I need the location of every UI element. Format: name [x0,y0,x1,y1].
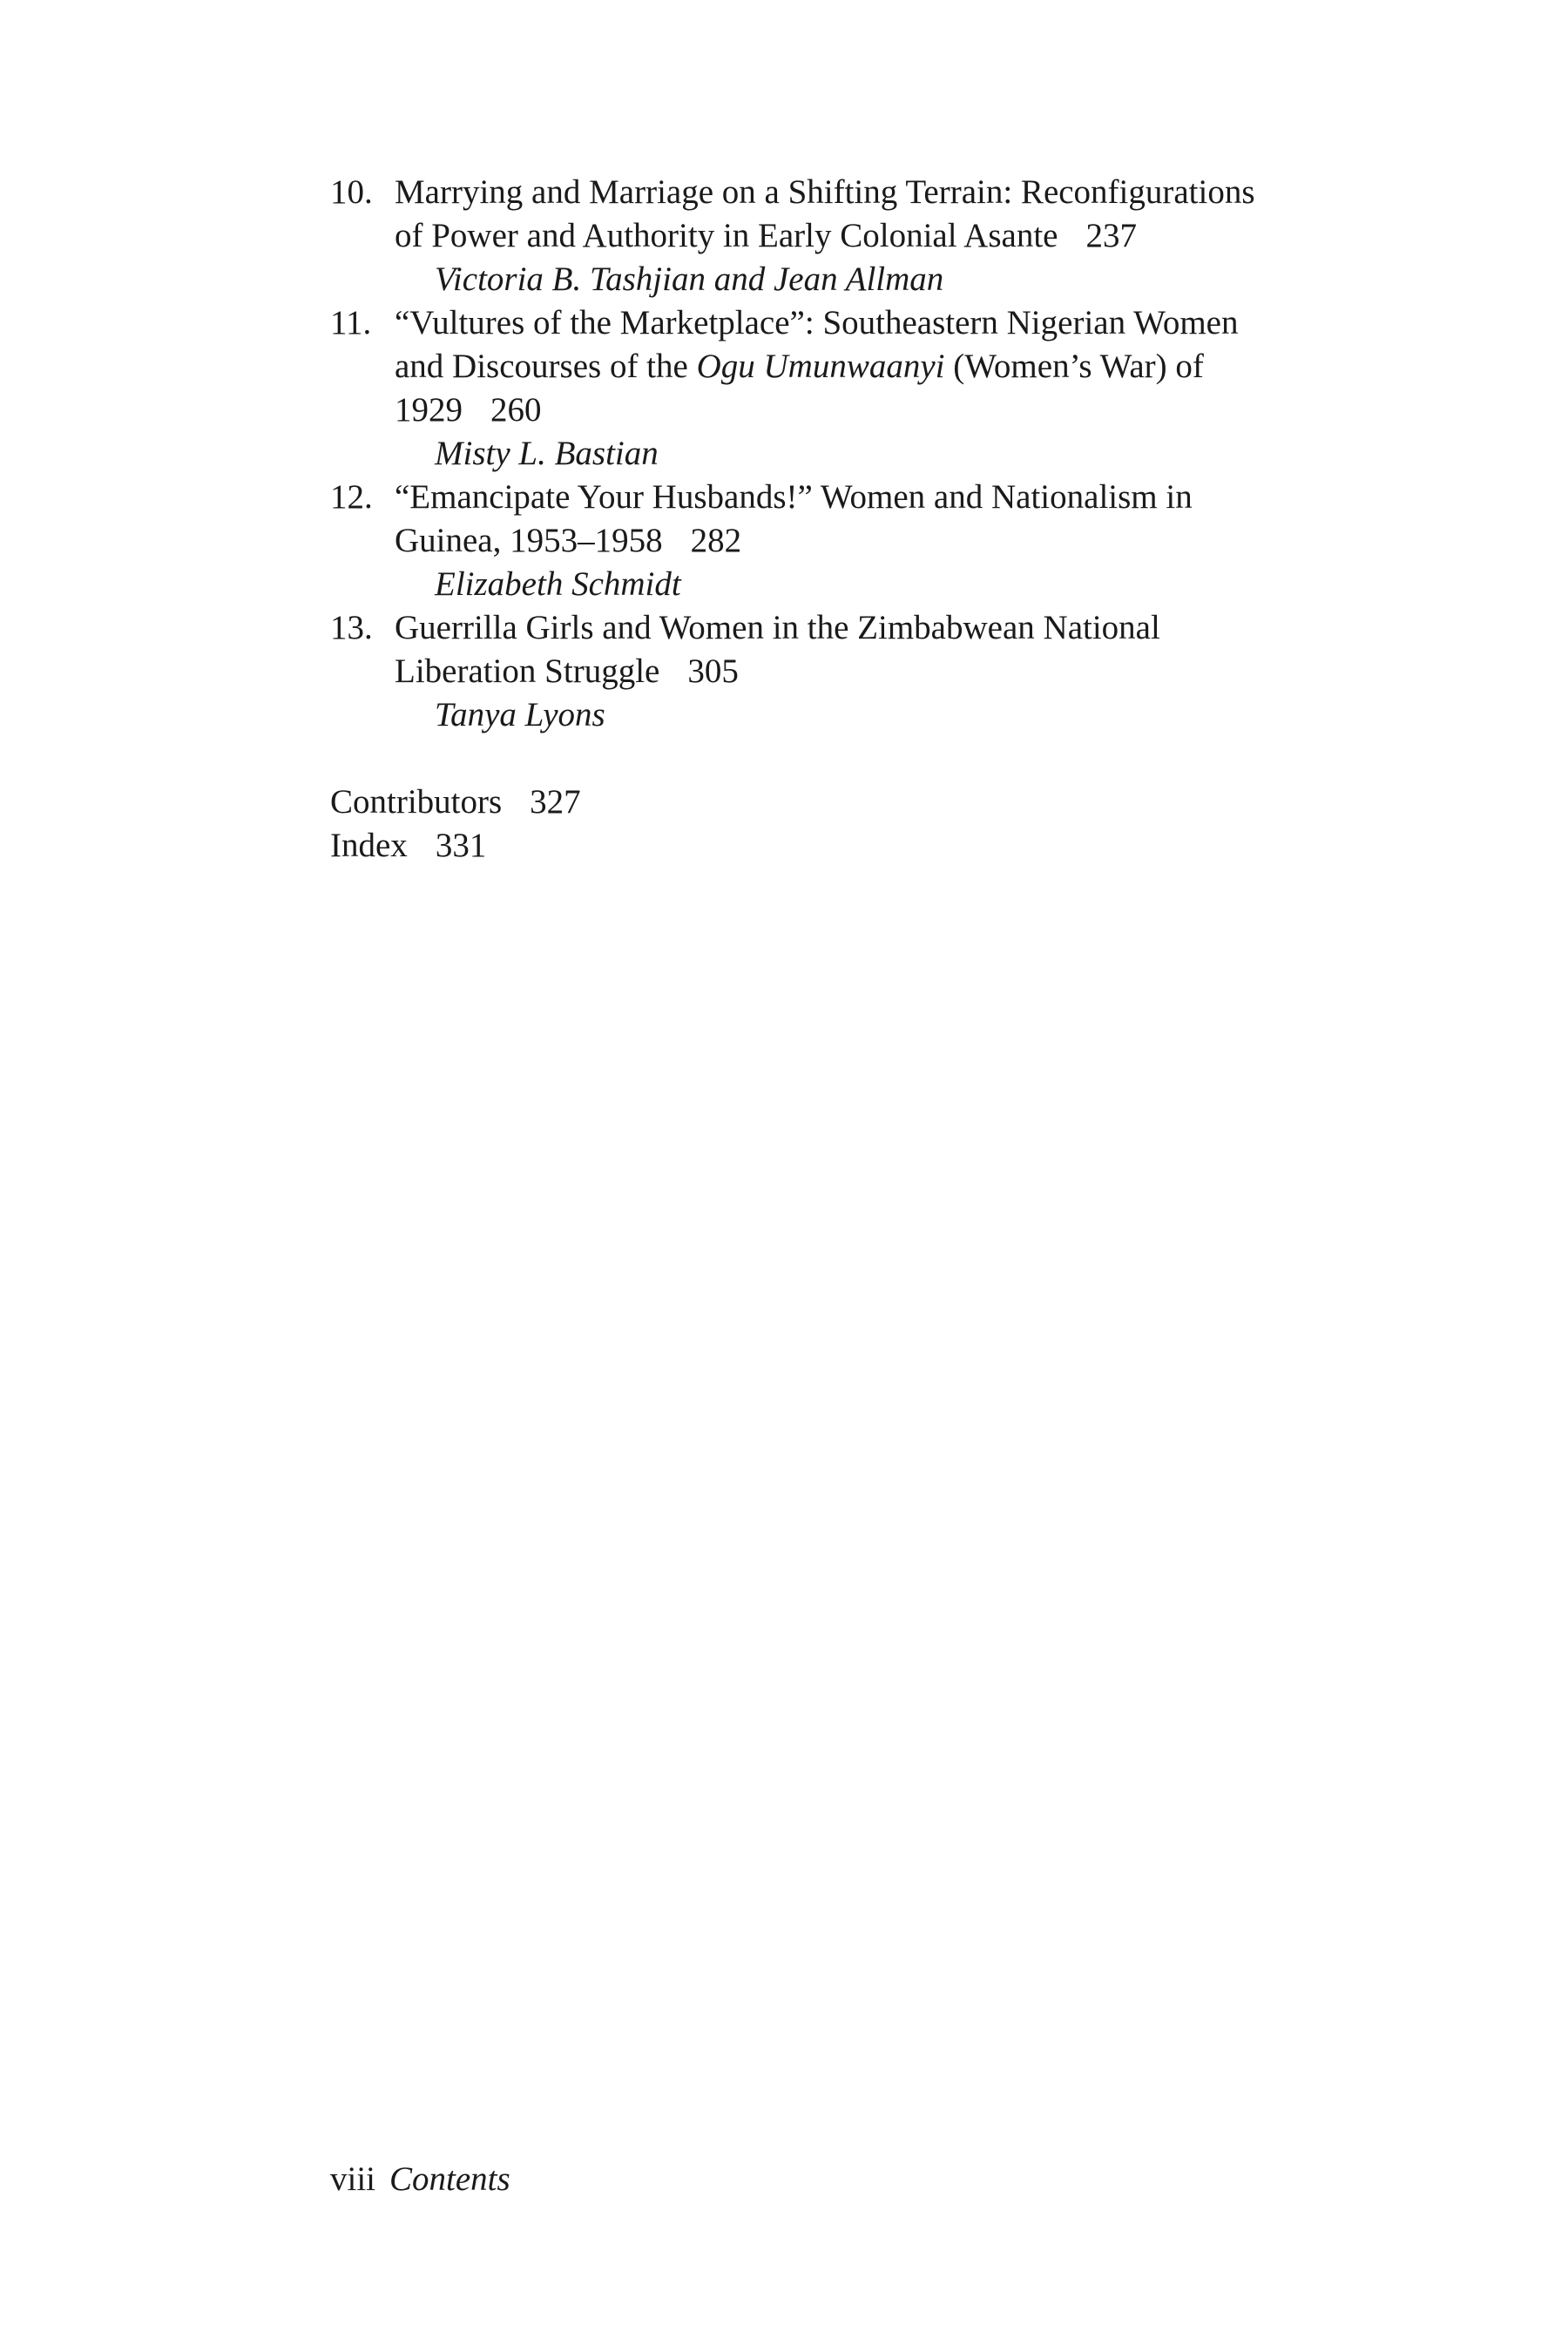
chapter-number: 13. [330,609,373,646]
title-text: (Women’s War) of [944,348,1204,385]
toc-entry-index[interactable] [330,824,486,868]
chapter-number: 11. [330,304,372,341]
chapter-author: Misty L. Bastian [435,435,659,472]
chapter-page-number: 282 [690,522,742,559]
chapter-title-line: Guerrilla Girls and Women in the Zimbabwean National [395,609,1160,646]
toc-entry-11[interactable] [330,301,1341,476]
chapter-title-line: of Power and Authority in Early Colonial Asante [395,217,1058,254]
chapter-title-line [395,345,1341,389]
chapter-title-line: “Vultures of the Marketplace”: Southeastern Nigerian Women [395,304,1239,341]
chapter-page-number: 260 [490,391,542,429]
running-head: Contents [389,2160,510,2198]
chapter-title-line: Liberation Struggle [395,652,660,690]
chapter-title-line: Marrying and Marriage on a Shifting Terrain: Reconfigurations [395,173,1255,211]
backmatter-page-number: 331 [435,827,487,864]
backmatter-label: Contributors [330,783,503,821]
chapter-author: Elizabeth Schmidt [435,565,681,603]
chapter-author: Tanya Lyons [435,696,605,733]
toc-entry-12[interactable] [330,476,1341,606]
title-italic-term: Ogu Umunwaanyi [696,348,945,385]
chapter-number: 12. [330,478,373,516]
chapter-title-line: Guinea, 1953–1958 [395,522,663,559]
chapter-number: 10. [330,173,373,211]
chapter-page-number: 237 [1085,217,1137,254]
chapter-page-number: 305 [687,652,739,690]
backmatter-label: Index [330,827,408,864]
toc-entry-13[interactable] [330,606,1341,737]
backmatter-page-number: 327 [530,783,581,821]
folio-number: viii [330,2160,376,2198]
chapter-title-line: 1929 [395,391,463,429]
chapter-title-line: “Emancipate Your Husbands!” Women and Nationalism in [395,478,1193,516]
toc-entry-contributors[interactable] [330,781,581,824]
toc-entry-10[interactable] [330,171,1341,301]
title-text: and Discourses of the [395,348,697,385]
page-footer [330,2158,510,2201]
chapter-author: Victoria B. Tashjian and Jean Allman [435,260,944,298]
